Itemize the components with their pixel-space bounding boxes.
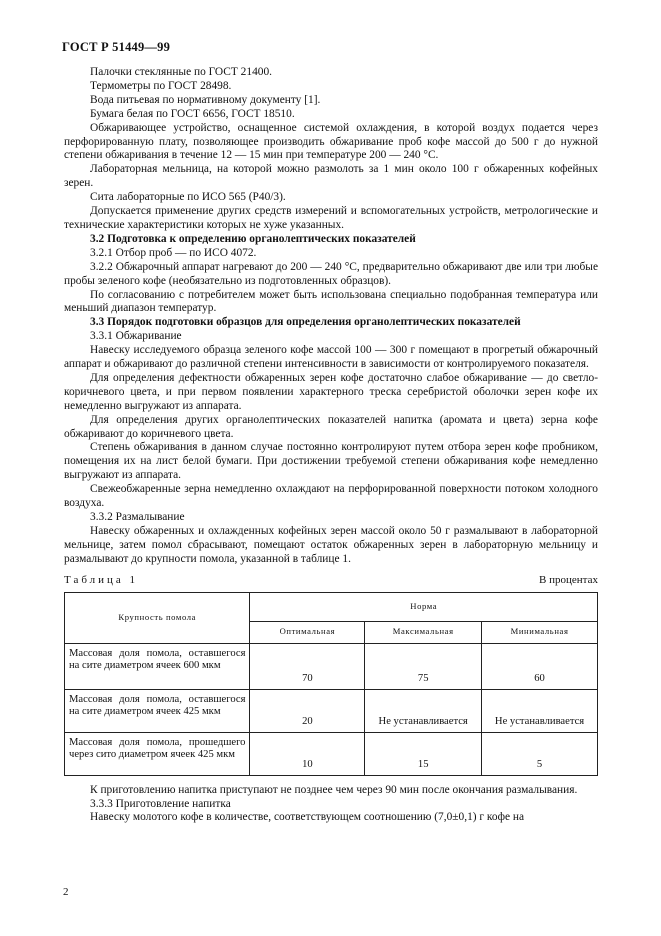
cell-minimal: Не устанавливается [482, 689, 598, 732]
paragraph: 3.3.3 Приготовление напитка [90, 797, 231, 810]
paragraph: Обжаривающее устройство, оснащенное системой охлаждения, в которой воздух подается через перфорированную плату, позволяющее производить обжаривание проб кофе массой до 500 г до нужной степени обжаривания в течение 12 — 15 мин при температуре 200 — 240 °С. [64, 121, 598, 162]
paragraph: Термометры по ГОСТ 28498. [90, 79, 232, 92]
paragraph: Допускается применение других средств измерений и вспомогательных устройств, метрологические и технические характеристики которых не хуже указанных. [64, 205, 598, 231]
paragraph: Свежеобжаренные зерна немедленно охлаждают на перфорированной поверхности потоком холодного воздуха. [64, 483, 598, 510]
paragraph: 3.2.1 Отбор проб — по ИСО 4072. [90, 246, 257, 259]
paragraph: Для определения дефектности обжаренных зерен кофе достаточно слабое обжаривание — до светло-коричневого цвета, и при первом появлении характерного треска серебристой оболочки зерен кофе их немедленно выгружают из аппарата. [64, 371, 598, 412]
paragraph: Палочки стеклянные по ГОСТ 21400. [90, 66, 272, 78]
cell-optimal: 20 [250, 689, 365, 732]
paragraph: К приготовлению напитка приступают не позднее чем через 90 мин после окончания размалывания. [90, 783, 578, 796]
page-number: 2 [63, 886, 69, 898]
header-maximal: Максимальная [365, 621, 482, 643]
table-unit-note: В процентах [539, 573, 598, 586]
paragraph: 3.3.1 Обжаривание [90, 330, 182, 343]
cell-maximal: Не устанавливается [365, 689, 482, 732]
paragraph: 3.2 Подготовка к определению органолептических показателей [90, 232, 416, 245]
document-body [64, 66, 598, 825]
paragraph: Бумага белая по ГОСТ 6656, ГОСТ 18510. [90, 107, 295, 120]
table-row [65, 732, 598, 775]
row-label: Массовая доля помола, оставшегося на сите диаметром ячеек 600 мкм [65, 643, 250, 689]
row-label: Массовая доля помола, прошедшего через сито диаметром ячеек 425 мкм [65, 732, 250, 775]
paragraphs-top [64, 66, 598, 567]
header-optimal: Оптимальная [250, 621, 365, 643]
paragraph: Сита лабораторные по ИСО 565 (Р40/3). [90, 191, 286, 204]
table-row [65, 643, 598, 689]
paragraph: Навеску обжаренных и охлажденных кофейных зерен массой около 50 г размалывают в лабораторной мельнице, затем помол сбрасывают, помещают остаток обжаренных зерен в лабораторную мельницу и размалывают до крупности помола, указанной в таблице 1. [64, 524, 598, 565]
document-header: ГОСТ Р 51449—99 [62, 40, 171, 54]
paragraph: Навеску исследуемого образца зеленого кофе массой 100 — 300 г помещают в прогретый обжарочный аппарат и обжаривают до различной степени интенсивности в зависимости от контролируемого показателя. [64, 344, 598, 371]
cell-optimal: 70 [250, 643, 365, 689]
cell-minimal: 60 [482, 643, 598, 689]
paragraph: Навеску молотого кофе в количестве, соответствующем соотношению (7,0±0,1) г кофе на [90, 811, 525, 824]
header-grind-size: Крупность помола [65, 592, 250, 643]
paragraph: 3.3.2 Размалывание [90, 511, 185, 523]
paragraph: 3.2.2 Обжарочный аппарат нагревают до 200 — 240 °С, предварительно обжаривают две или три любые пробы зеленого кофе (необязательно из подготовленных образцов). [64, 260, 598, 287]
paragraphs-bottom [64, 784, 598, 826]
paragraph: Вода питьевая по нормативному документу [1]. [90, 93, 321, 106]
paragraph: Степень обжаривания в данном случае постоянно контролируют путем отбора зерен кофе пробником, помещения их на лист белой бумаги. При достижении требуемой степени обжаривания кофе немедленно выгружают из аппарата. [64, 441, 598, 482]
paragraph: 3.3 Порядок подготовки образцов для определения органолептических показателей [90, 316, 521, 329]
cell-optimal: 10 [250, 732, 365, 775]
table-row [65, 689, 598, 732]
table-caption: Таблица 1 [64, 573, 139, 586]
cell-maximal: 15 [365, 732, 482, 775]
paragraph: По согласованию с потребителем может быть использована специально подобранная температура или меньший диапазон температур. [64, 288, 598, 315]
cell-minimal: 5 [482, 732, 598, 775]
grind-size-table [64, 592, 598, 776]
paragraph: Для определения других органолептических показателей напитка (аромата и цвета) зерна кофе обжаривают до коричневого цвета. [64, 413, 598, 440]
header-minimal: Минимальная [482, 621, 598, 643]
paragraph: Лабораторная мельница, на которой можно размолоть за 1 мин около 100 г обжаренных кофейных зерен. [64, 163, 598, 190]
row-label: Массовая доля помола, оставшегося на сите диаметром ячеек 425 мкм [65, 689, 250, 732]
table-caption-row [64, 574, 598, 590]
cell-maximal: 75 [365, 643, 482, 689]
header-norm: Норма [250, 592, 598, 621]
